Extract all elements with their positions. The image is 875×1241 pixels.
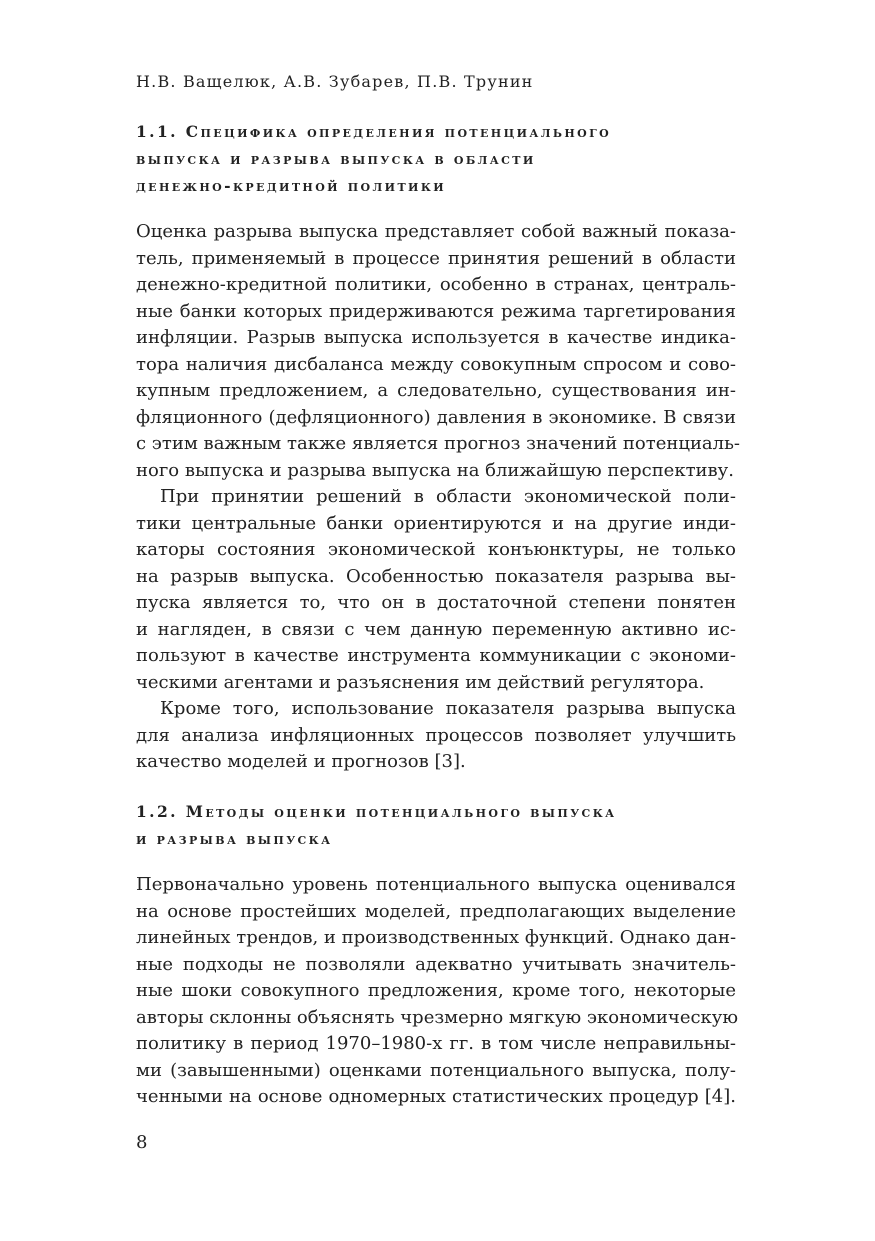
text-line: фляционного (дефляционного) давления в экономике. В связи (136, 406, 736, 428)
text-line: с этим важным также является прогноз значений потенциаль- (136, 433, 740, 454)
section-1-1-paragraph-3 (136, 696, 736, 776)
text-line: Кроме того, использование показателя разрыва выпуска (160, 698, 736, 719)
section-1-2-heading-line: и разрыва выпуска (136, 829, 333, 848)
section-1-1-heading (136, 118, 736, 199)
section-1-1-paragraph-2 (136, 484, 736, 696)
text-line: ного выпуска и разрыва выпуска на ближайшую перспективу. (136, 459, 734, 481)
section-1-1-heading-line: выпуска и разрыва выпуска в области (136, 149, 536, 168)
section-1-2-heading-line: 1.2. Методы оценки потенциального выпуска (136, 802, 617, 821)
text-line: ные банки которых придерживаются режима таргетирования (136, 300, 736, 322)
text-line: тики центральные банки ориентируются и на другие инди- (136, 512, 736, 534)
text-line: пользуют в качестве инструмента коммуникации с экономи- (136, 645, 736, 666)
text-line: на основе простейших моделей, предполагающих выделение (136, 900, 736, 922)
text-line: политику в период 1970–1980-х гг. в том числе неправильны- (136, 1033, 736, 1054)
text-line: ченными на основе одномерных статистических процедур [4]. (136, 1086, 736, 1107)
text-line: для анализа инфляционных процессов позволяет улучшить (136, 724, 736, 746)
text-line: При принятии решений в области экономической поли- (160, 486, 736, 507)
text-line: ческими агентами и разъяснения им действий регулятора. (136, 671, 705, 693)
text-line: пуска является то, что он в достаточной степени понятен (136, 592, 736, 613)
text-line: и нагляден, в связи с чем данную переменную активно ис- (136, 618, 736, 640)
text-line: Оценка разрыва выпуска представляет собой важный показа- (136, 221, 736, 242)
section-1-2-paragraph-1 (136, 872, 739, 1111)
text-line: ные подходы не позволяли адекватно учитывать значитель- (136, 953, 736, 975)
text-line: авторы склонны объяснять чрезмерно мягкую экономическую (136, 1006, 739, 1028)
section-1-1-heading-line: 1.1. Специфика определения потенциального (136, 122, 612, 141)
text-line: ные шоки совокупного предложения, кроме того, некоторые (136, 980, 736, 1001)
text-line: тель, применяемый в процессе принятия решений в области (136, 247, 736, 269)
text-line: каторы состояния экономической конъюнктуры, не только (136, 539, 736, 560)
text-line: на разрыв выпуска. Особенностью показателя разрыва вы- (136, 565, 736, 587)
text-line: Первоначально уровень потенциального выпуска оценивался (136, 874, 736, 895)
text-line: инфляции. Разрыв выпуска используется в качестве индика- (136, 327, 736, 348)
section-1-2-heading (136, 798, 736, 852)
text-line: ми (завышенными) оценками потенциального выпуска, полу- (136, 1059, 736, 1081)
text-line: линейных трендов, и производственных функций. Однако дан- (136, 927, 737, 948)
text-line: качество моделей и прогнозов [3]. (136, 751, 466, 772)
text-line: купным предложением, а следовательно, существования ин- (136, 380, 736, 401)
section-1-1-paragraph-1 (136, 219, 740, 484)
text-line: тора наличия дисбаланса между совокупным спросом и сово- (136, 353, 736, 375)
section-1-1-heading-line: денежно-кредитной политики (136, 176, 447, 195)
page-number: 8 (136, 1132, 148, 1153)
text-line: денежно-кредитной политики, особенно в странах, централь- (136, 274, 736, 295)
running-head: Н.В. Ващелюк, А.В. Зубарев, П.В. Трунин (136, 72, 534, 91)
